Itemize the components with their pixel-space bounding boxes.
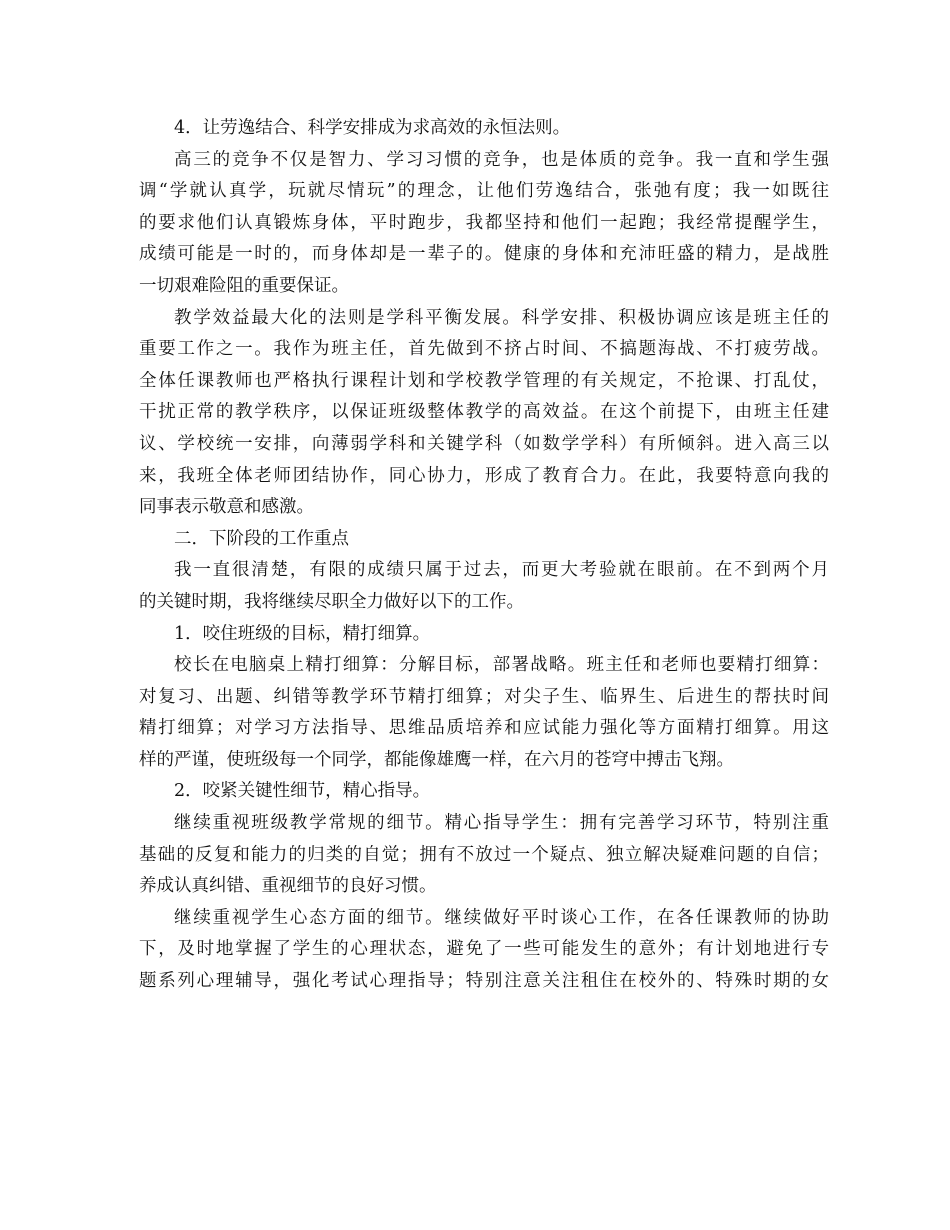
text-line: 干扰正常的教学秩序，以保证班级整体教学的高效益。在这个前提下，由班主任建	[139, 402, 829, 423]
text-line: 样的严谨，使班级每一个同学，都能像雄鹰一样，在六月的苍穹中搏击飞翔。	[139, 749, 734, 770]
text-line: 继续重视班级教学常规的细节。精心指导学生：拥有完善学习环节，特别注重	[174, 813, 829, 834]
text-line: 基础的反复和能力的归类的自觉；拥有不放过一个疑点、独立解决疑难问题的自信；	[139, 844, 829, 865]
text-line: 来，我班全体老师团结协作，同心协力，形成了教育合力。在此，我要特意向我的	[139, 465, 829, 486]
text-line: 下，及时地掌握了学生的心理状态，避免了一些可能发生的意外；有计划地进行专	[139, 939, 829, 960]
text-line: 我一直很清楚，有限的成绩只属于过去，而更大考验就在眼前。在不到两个月	[174, 560, 829, 581]
text-line: 2．咬紧关键性细节，精心指导。	[174, 781, 431, 802]
text-line: 全体任课教师也严格执行课程计划和学校教学管理的有关规定，不抢课、打乱仗，	[139, 370, 829, 391]
text-line: 同事表示敬意和感激。	[139, 497, 314, 518]
text-line: 教学效益最大化的法则是学科平衡发展。科学安排、积极协调应该是班主任的	[174, 307, 829, 328]
text-line: 二．下阶段的工作重点	[174, 528, 349, 549]
text-line: 题系列心理辅导，强化考试心理指导；特别注意关注租住在校外的、特殊时期的女	[139, 971, 829, 992]
text-line: 1．咬住班级的目标，精打细算。	[174, 623, 431, 644]
document-page	[139, 113, 829, 998]
text-line: 校长在电脑桌上精打细算：分解目标，部署战略。班主任和老师也要精打细算：	[174, 655, 829, 676]
text-line: 养成认真纠错、重视细节的良好习惯。	[139, 876, 437, 897]
text-line: 高三的竞争不仅是智力、学习习惯的竞争，也是体质的竞争。我一直和学生强	[174, 149, 829, 170]
text-line: 的关键时期，我将继续尽职全力做好以下的工作。	[139, 591, 524, 612]
text-line: 的要求他们认真锻炼身体，平时跑步，我都坚持和他们一起跑；我经常提醒学生，	[139, 212, 829, 233]
text-line: 成绩可能是一时的，而身体却是一辈子的。健康的身体和充沛旺盛的精力，是战胜	[139, 244, 829, 265]
text-line: 继续重视学生心态方面的细节。继续做好平时谈心工作，在各任课教师的协助	[174, 907, 829, 928]
text-line: 一切艰难险阻的重要保证。	[139, 275, 349, 296]
text-line: 4．让劳逸结合、科学安排成为求高效的永恒法则。	[174, 118, 571, 138]
text-line: 对复习、出题、纠错等教学环节精打细算；对尖子生、临界生、后进生的帮扶时间	[139, 686, 829, 707]
text-line: 重要工作之一。我作为班主任，首先做到不挤占时间、不搞题海战、不打疲劳战。	[139, 339, 829, 360]
text-line: 调“学就认真学，玩就尽情玩”的理念，让他们劳逸结合，张弛有度；我一如既往	[139, 181, 829, 202]
text-line: 议、学校统一安排，向薄弱学科和关键学科（如数学学科）有所倾斜。进入高三以	[139, 433, 829, 454]
text-line: 精打细算；对学习方法指导、思维品质培养和应试能力强化等方面精打细算。用这	[139, 718, 829, 739]
